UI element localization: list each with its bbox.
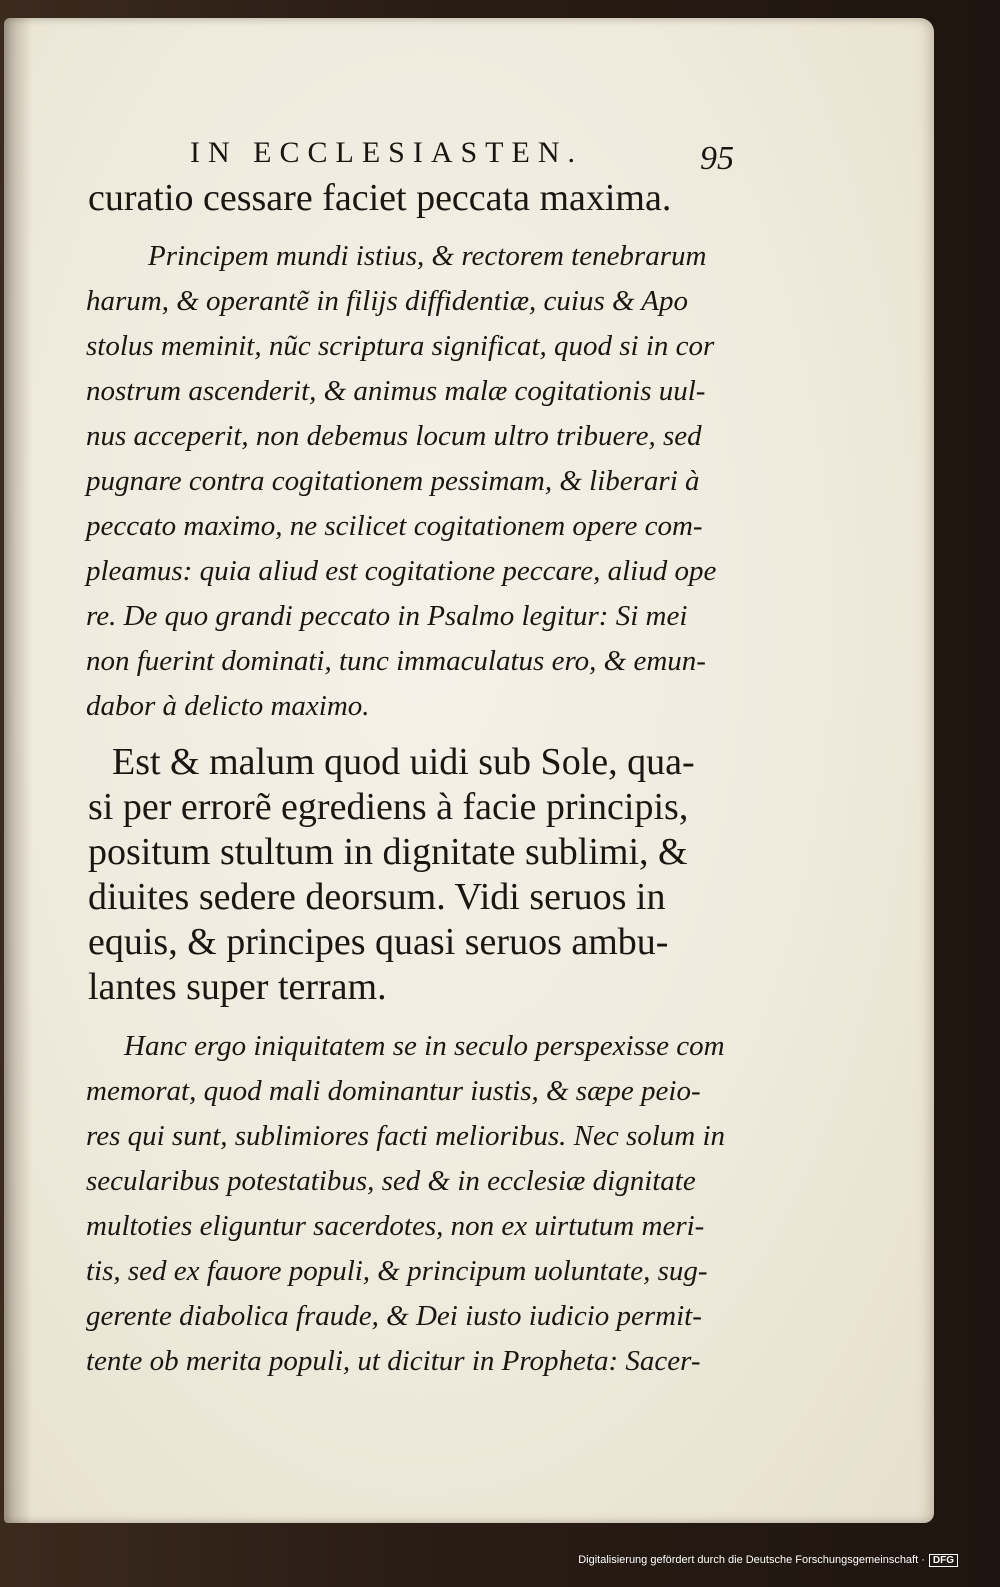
text-line: gerente diabolica fraude, & Dei iusto iudicio permit-: [86, 1300, 702, 1332]
text-line: dabor à delicto maximo.: [86, 690, 370, 722]
running-head: IN ECCLESIASTEN.: [190, 136, 583, 169]
scripture-line: positum stultum in dignitate sublimi, &: [88, 831, 688, 873]
text-line: Principem mundi istius, & rectorem tenebrarum: [148, 240, 707, 272]
scripture-line: lantes super terram.: [88, 966, 387, 1008]
funding-credit-text: Digitalisierung gefördert durch die Deutsche Forschungsgemeinschaft ·: [578, 1554, 925, 1566]
text-line: memorat, quod mali dominantur iustis, & sæpe peio-: [86, 1075, 701, 1107]
gutter-shadow: [4, 18, 32, 1523]
text-line: nus acceperit, non debemus locum ultro tribuere, sed: [86, 420, 702, 452]
funding-credit: [578, 1554, 958, 1567]
text-line: pugnare contra cogitationem pessimam, & liberari à: [86, 465, 700, 497]
text-line: harum, & operantẽ in filijs diffidentiæ, cuius & Apo: [86, 285, 689, 317]
text-line: res qui sunt, sublimiores facti melioribus. Nec solum in: [86, 1120, 726, 1152]
text-line: secularibus potestatibus, sed & in ecclesiæ dignitate: [86, 1165, 696, 1197]
scripture-line: si per errorẽ egrediens à facie principis,: [88, 786, 689, 828]
text-line: non fuerint dominati, tunc immaculatus ero, & emun-: [86, 645, 706, 677]
text-line: Hanc ergo iniquitatem se in seculo perspexisse com: [124, 1030, 725, 1062]
text-line: multoties eliguntur sacerdotes, non ex uirtutum meri-: [86, 1210, 705, 1242]
opening-line: curatio cessare faciet peccata maxima.: [88, 177, 672, 219]
page-number: 95: [700, 140, 734, 177]
text-line: tis, sed ex fauore populi, & principum uoluntate, sug-: [86, 1255, 708, 1287]
scripture-line: equis, & principes quasi seruos ambu-: [88, 921, 669, 963]
text-line: pleamus: quia aliud est cogitatione peccare, aliud ope: [86, 555, 717, 587]
dfg-logo: DFG: [929, 1554, 958, 1567]
scripture-line: Est & malum quod uidi sub Sole, qua-: [112, 741, 695, 783]
text-line: tente ob merita populi, ut dicitur in Propheta: Sacer-: [86, 1345, 701, 1377]
text-line: peccato maximo, ne scilicet cogitationem opere com-: [86, 510, 703, 542]
text-line: nostrum ascenderit, & animus malæ cogitationis uul-: [86, 375, 706, 407]
text-line: stolus meminit, nũc scriptura significat, quod si in cor: [86, 330, 715, 362]
text-line: re. De quo grandi peccato in Psalmo legitur: Si mei: [86, 600, 688, 632]
scripture-line: diuites sedere deorsum. Vidi seruos in: [88, 876, 666, 918]
